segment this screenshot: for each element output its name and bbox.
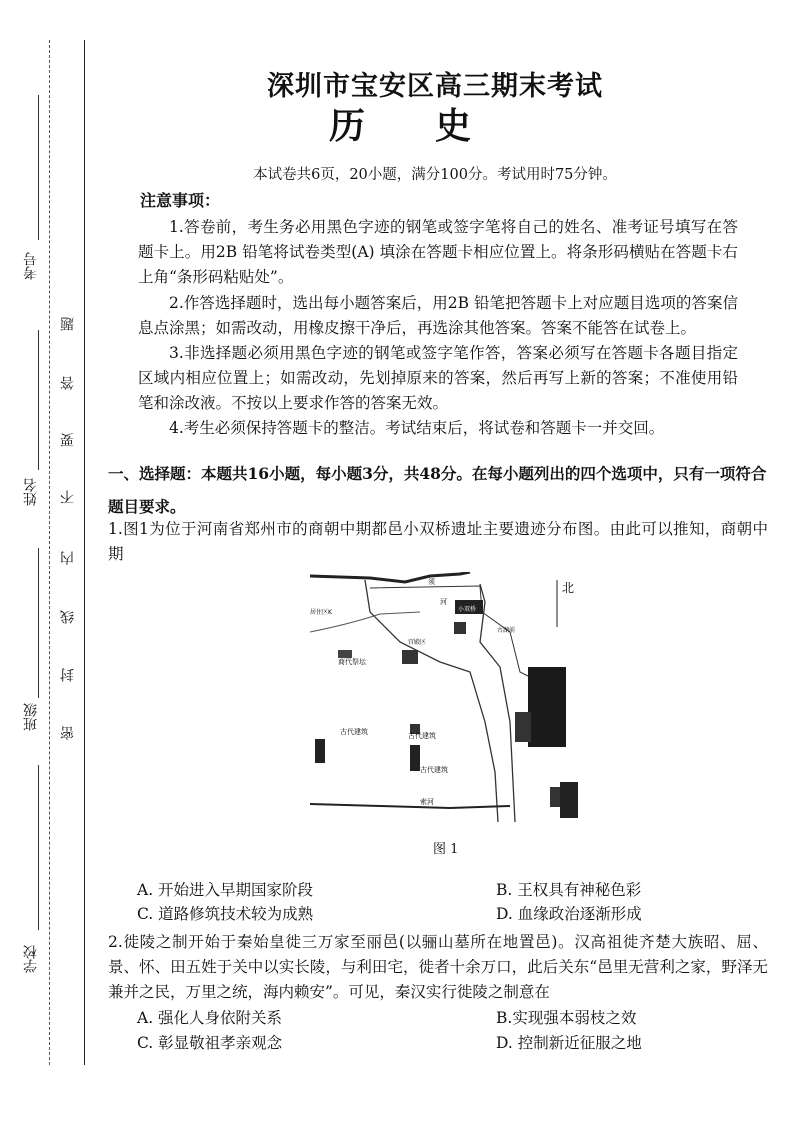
- xuexiao-label: 学校: [23, 945, 39, 973]
- map-label: 小双桥: [458, 606, 477, 613]
- binding-dashed-line: [49, 40, 50, 1065]
- seal-char: 题: [60, 317, 76, 331]
- q2-option-a[interactable]: A. 强化人身依附关系: [137, 1009, 283, 1027]
- banji-fill-line: [38, 548, 39, 698]
- large-site-block: [528, 667, 566, 747]
- map-label: 须: [428, 578, 435, 586]
- seal-char: 不: [60, 490, 76, 504]
- section-heading: 一、选择题：本题共16小题，每小题3分，共48分。在每小题列出的四个选项中，只有一项符合题目要求。: [108, 464, 767, 516]
- exam-subject: 历史: [328, 105, 541, 147]
- xuexiao-fill-line: [38, 765, 39, 930]
- figure-caption: 图 1: [433, 842, 459, 857]
- xingming-fill-line: [38, 330, 39, 470]
- map-label: 宫殿区: [408, 639, 427, 646]
- notes-heading: 注意事项：: [140, 191, 221, 210]
- seal-char: 要: [60, 433, 76, 447]
- map-label: 居住区K: [310, 609, 332, 616]
- seal-char: 答: [60, 376, 76, 390]
- site-map-figure: [310, 572, 586, 822]
- kaohao-label: 考号: [23, 252, 39, 280]
- seal-char: 内: [60, 551, 76, 565]
- question-1-stem: 1.图1为位于河南省郑州市的商朝中期都邑小双桥遗址主要遗迹分布图。由此可以推知，商朝中期: [108, 520, 768, 563]
- q1-option-b[interactable]: B. 王权具有神秘色彩: [496, 881, 642, 899]
- q1-option-c[interactable]: C. 道路修筑技术较为成熟: [137, 905, 314, 923]
- banji-label: 班级: [23, 703, 39, 731]
- map-label-north: 北: [562, 581, 575, 595]
- map-label: 河: [440, 598, 447, 606]
- seal-char: 线: [60, 610, 76, 624]
- seal-char: 封: [60, 668, 76, 682]
- q2-option-c[interactable]: C. 彰显敬祖孝亲观念: [137, 1034, 283, 1052]
- exam-title: 深圳市宝安区高三期末考试: [267, 71, 603, 102]
- q2-option-d[interactable]: D. 控制新近征服之地: [496, 1034, 642, 1052]
- q1-option-d[interactable]: D. 血缘政治逐渐形成: [496, 905, 642, 923]
- exam-info: 本试卷共6页，20小题，满分100分。考试用时75分钟。: [253, 167, 617, 183]
- map-label: 古代建筑: [420, 766, 448, 774]
- map-label: 商代祭坛: [338, 658, 366, 666]
- map-label: 古湖前: [497, 627, 516, 634]
- note-item-4: 4.考生必须保持答题卡的整洁。考试结束后，将试卷和答题卡一并交回。: [169, 419, 665, 437]
- question-2-stem: 2.徙陵之制开始于秦始皇徙三万家至丽邑(以骊山墓所在地置邑)。汉高祖徙齐楚大族昭、屈、景、怀、田五姓于关中以实长陵，与利田宅，徙者十余万口，此后关东“邑里无营利之家，野泽无兼并之民，万里之统，海内赖安”。可见，秦汉实行徙陵之制意在: [108, 933, 768, 1001]
- note-item-3: 3.非选择题必须用黑色字迹的钢笔或签字笔作答，答案必须写在答题卡各题目指定区域内相应位置上；如需改动，先划掉原来的答案，然后再写上新的答案；不准使用铅笔和涂改液。不按以上要求作答的答案无效。: [138, 344, 738, 412]
- map-label: 索河: [420, 798, 434, 806]
- note-item-2: 2.作答选择题时，选出每小题答案后，用2B 铅笔把答题卡上对应题目选项的答案信息点涂黑；如需改动，用橡皮擦干净后，再选涂其他答案。答案不能答在试卷上。: [138, 294, 738, 337]
- seal-char: 密: [60, 726, 76, 740]
- binding-solid-line: [84, 40, 85, 1065]
- note-item-1: 1.答卷前，考生务必用黑色字迹的钢笔或签字笔将自己的姓名、准考证号填写在答题卡上。用2B 铅笔将试卷类型(A) 填涂在答题卡相应位置上。将条形码横贴在答题卡右上角“条形码粘贴处”。: [138, 218, 738, 286]
- q1-option-a[interactable]: A. 开始进入早期国家阶段: [137, 881, 314, 899]
- q2-option-b[interactable]: B.实现强本弱枝之效: [496, 1009, 637, 1027]
- map-label: 古代建筑: [408, 732, 436, 740]
- xingming-label: 姓名: [23, 478, 39, 506]
- map-label: 古代建筑: [340, 728, 368, 736]
